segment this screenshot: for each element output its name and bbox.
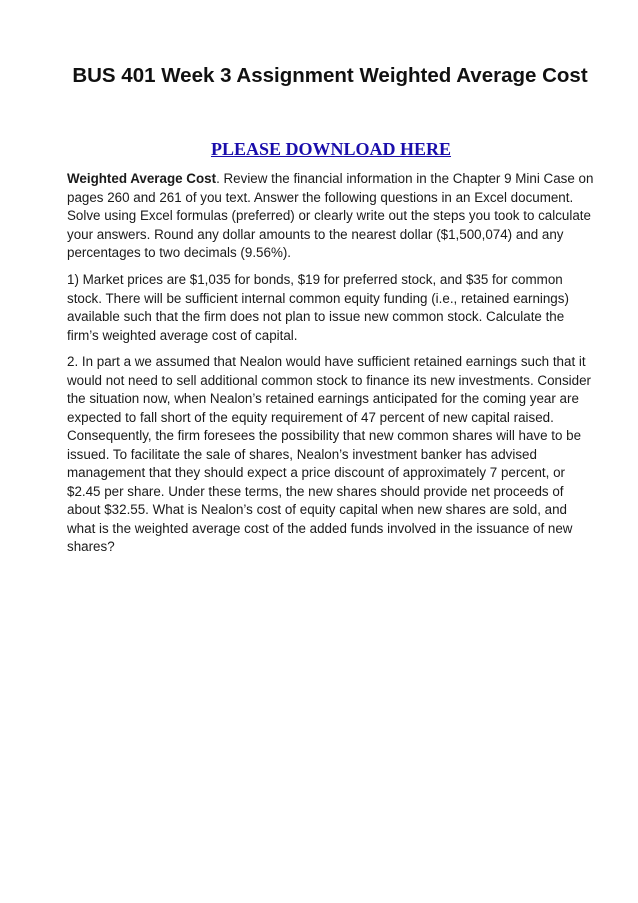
question-1-paragraph: 1) Market prices are $1,035 for bonds, $19 for preferred stock, and $35 for common stock. There will be sufficient internal common equity funding (i.e., retained earnings) available such that the firm does not plan to issue new common stock. Calculate the firm’s weighted average cost of capital. (67, 272, 569, 343)
download-link[interactable]: PLEASE DOWNLOAD HERE (210, 139, 452, 159)
intro-heading: Weighted Average Cost (67, 171, 217, 186)
intro-text: . Review the financial information in the Chapter 9 Mini Case on pages 260 and 261 of you text. Answer the following questions in an Excel document. Solve using Excel formulas (preferred) or clearly write out the steps you took to calculate your answers. Round any dollar amounts to the nearest dollar ($1,500,074) and any percentages to two decimals (9.56%). (67, 171, 594, 260)
question-2-paragraph: 2. In part a we assumed that Nealon would have sufficient retained earnings such that it would not need to sell additional common stock to finance its new investments. Consider the situation now, when Nealon’s retained earnings anticipated for the coming year are expected to fall short of the equity requirement of 47 percent of new capital raised. Consequently, the firm foresees the possibility that new common shares will have to be issued. To facilitate the sale of shares, Nealon’s investment banker has advised management that they should expect a price discount of approximately 7 percent, or $2.45 per share. Under these terms, the new shares should provide net proceeds of about $32.55. What is Nealon’s cost of equity capital when new shares are sold, and what is the weighted average cost of the added funds involved in the issuance of new shares? (67, 354, 592, 554)
intro-paragraph (67, 170, 597, 263)
document-title: BUS 401 Week 3 Assignment Weighted Average Cost (72, 64, 588, 87)
